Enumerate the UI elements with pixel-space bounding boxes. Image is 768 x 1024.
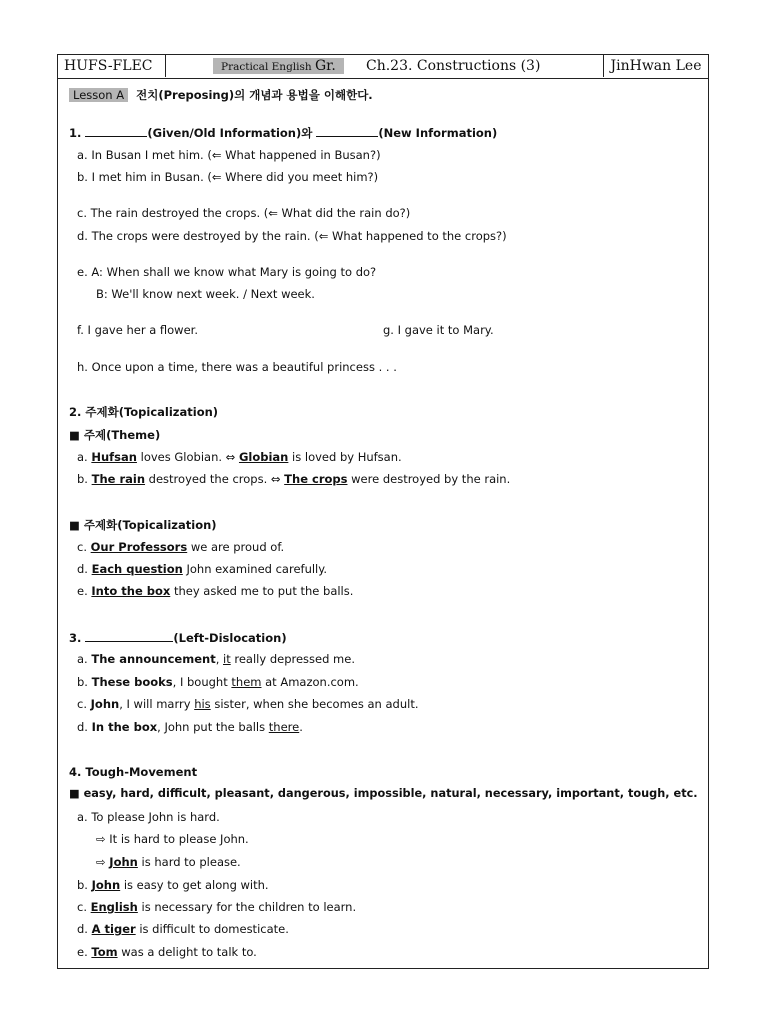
example-3a: a. The announcement, it really depressed me. (77, 652, 355, 666)
example-3c: c. John, I will marry his sister, when she becomes an adult. (77, 697, 419, 711)
example-2c: c. Our Professors we are proud of. (77, 540, 285, 554)
section-3-title: 3. (Left-Dislocation) (69, 631, 287, 645)
example-1d: d. The crops were destroyed by the rain. (⇐ What happened to the crops?) (77, 229, 507, 243)
example-1e: e. A: When shall we know what Mary is going to do? (77, 265, 377, 279)
course-cell (166, 55, 604, 77)
blank (85, 125, 147, 137)
example-2b: b. The rain destroyed the crops. ⇔ The crops were destroyed by the rain. (77, 472, 511, 486)
lesson-tag: Lesson A (69, 88, 128, 102)
example-4b: b. John is easy to get along with. (77, 878, 269, 892)
example-4a-2: ⇨ John is hard to please. (96, 855, 241, 869)
example-3d: d. In the box, John put the balls there. (77, 720, 303, 734)
header-row (58, 55, 708, 79)
section-4-title: 4. Tough-Movement (69, 765, 198, 779)
example-4e: e. Tom was a delight to talk to. (77, 945, 257, 959)
section-1-title: 1. (Given/Old Information)와 (New Information) (69, 126, 498, 140)
example-4d: d. A tiger is difficult to domesticate. (77, 922, 289, 936)
example-1e-b: B: We'll know next week. / Next week. (96, 287, 315, 301)
course-badge: Practical English Gr. (213, 58, 344, 74)
section-2-title: 2. 주제화(Topicalization) (69, 405, 219, 419)
example-1h: h. Once upon a time, there was a beautiful princess . . . (77, 360, 397, 374)
example-1a: a. In Busan I met him. (⇐ What happened in Busan?) (77, 148, 381, 162)
example-1c: c. The rain destroyed the crops. (⇐ What did the rain do?) (77, 206, 411, 220)
example-2d: d. Each question John examined carefully. (77, 562, 328, 576)
example-4c: c. English is necessary for the children to learn. (77, 900, 357, 914)
example-4a-1: ⇨ It is hard to please John. (96, 832, 249, 846)
example-2e: e. Into the box they asked me to put the balls. (77, 584, 354, 598)
worksheet-frame (57, 54, 709, 969)
blank (85, 630, 173, 642)
theme-heading: ■ 주제(Theme) (69, 428, 161, 442)
topicalization-heading: ■ 주제화(Topicalization) (69, 518, 217, 532)
adjective-list: ■ easy, hard, difficult, pleasant, dangerous, impossible, natural, necessary, important, tough, etc. (69, 787, 698, 800)
example-3b: b. These books, I bought them at Amazon.com. (77, 675, 359, 689)
example-1f: f. I gave her a flower. (77, 323, 198, 337)
example-4a: a. To please John is hard. (77, 810, 220, 824)
example-2a: a. Hufsan loves Globian. ⇔ Globian is loved by Hufsan. (77, 450, 402, 464)
example-1b: b. I met him in Busan. (⇐ Where did you meet him?) (77, 170, 379, 184)
blank (316, 125, 378, 137)
author-label: JinHwan Lee (610, 58, 702, 74)
example-1g: g. I gave it to Mary. (383, 323, 494, 337)
org-label: HUFS-FLEC (58, 55, 166, 77)
chapter-title: Ch.23. Constructions (3) (366, 58, 541, 74)
lesson-line: Lesson A 전치(Preposing)의 개념과 용법을 이해한다. (69, 87, 373, 103)
